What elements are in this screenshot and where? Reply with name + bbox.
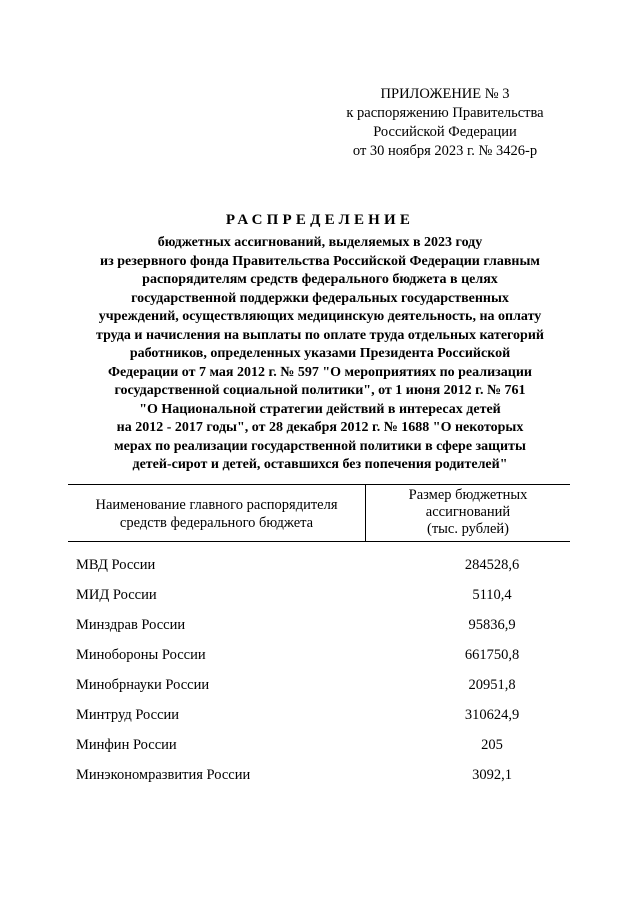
table-row [76, 646, 570, 676]
column-header-amount-line: (тыс. рублей) [427, 521, 509, 537]
table-header [68, 484, 570, 542]
subtitle-line: Федерации от 7 мая 2012 г. № 597 "О мероприятиях по реализации [107, 364, 533, 380]
subtitle-line: учреждений, осуществляющих медицинскую деятельность, на оплату [98, 309, 542, 324]
document-subtitle [60, 234, 580, 475]
row-recipient: Минфин России [76, 737, 177, 753]
appendix-reference: к распоряжению Правительства [346, 105, 544, 121]
row-recipient: Минздрав России [76, 617, 186, 633]
table-row [76, 676, 570, 706]
appendix-issuer: Российской Федерации [373, 124, 517, 140]
row-amount: 661750,8 [464, 647, 520, 663]
subtitle-line: работников, определенных указами Президента Российской [129, 346, 511, 361]
column-header-amount-line: ассигнований [425, 504, 511, 520]
appendix-number: ПРИЛОЖЕНИЕ № 3 [380, 86, 510, 102]
row-amount: 284528,6 [464, 557, 520, 573]
column-header-amount-line: Размер бюджетных [408, 487, 528, 503]
table-body [76, 556, 570, 796]
table-row [76, 766, 570, 796]
column-header-amount [366, 487, 570, 538]
column-header-name [68, 496, 365, 532]
subtitle-line: бюджетных ассигнований, выделяемых в 2023 году [157, 235, 483, 250]
subtitle-line: государственной поддержки федеральных государственных [131, 290, 509, 306]
row-amount: 3092,1 [472, 767, 512, 783]
row-amount: 205 [481, 737, 503, 753]
row-amount: 5110,4 [472, 587, 512, 603]
subtitle-line: мерах по реализации государственной политики в сфере защиты [114, 438, 526, 454]
table-row [76, 736, 570, 766]
table-row [76, 616, 570, 646]
column-header-name-line: средств федерального бюджета [119, 515, 314, 531]
appendix-block [330, 85, 560, 161]
subtitle-line: труда и начисления на выплаты по оплате труда отдельных категорий [96, 327, 544, 343]
subtitle-line: государственной социальной политики", от 1 июня 2012 г. № 761 [114, 383, 526, 398]
subtitle-line: детей-сирот и детей, оставшихся без попечения родителей" [132, 457, 508, 472]
table-row [76, 556, 570, 586]
appendix-date: от 30 ноября 2023 г. № 3426-р [352, 143, 538, 159]
row-amount: 310624,9 [464, 707, 520, 723]
table-row [76, 586, 570, 616]
column-header-name-line: Наименование главного распорядителя [95, 497, 338, 513]
row-recipient: Минтруд России [76, 707, 180, 723]
subtitle-line: распорядителям средств федерального бюджета в целях [142, 272, 498, 287]
row-recipient: Минэкономразвития России [76, 767, 251, 783]
table-row [76, 706, 570, 736]
row-recipient: Минобрнауки России [76, 677, 210, 693]
subtitle-line: "О Национальной стратегии действий в интересах детей [139, 401, 501, 417]
row-amount: 20951,8 [468, 677, 516, 693]
row-recipient: МВД России [76, 557, 156, 573]
row-amount: 95836,9 [468, 617, 516, 633]
subtitle-line: на 2012 - 2017 годы", от 28 декабря 2012 г. № 1688 "О некоторых [116, 420, 524, 435]
row-recipient: Минобороны России [76, 647, 206, 663]
subtitle-line: из резервного фонда Правительства Российской Федерации главным [100, 253, 540, 269]
document-title: РАСПРЕДЕЛЕНИЕ [225, 212, 415, 228]
row-recipient: МИД России [76, 587, 157, 603]
